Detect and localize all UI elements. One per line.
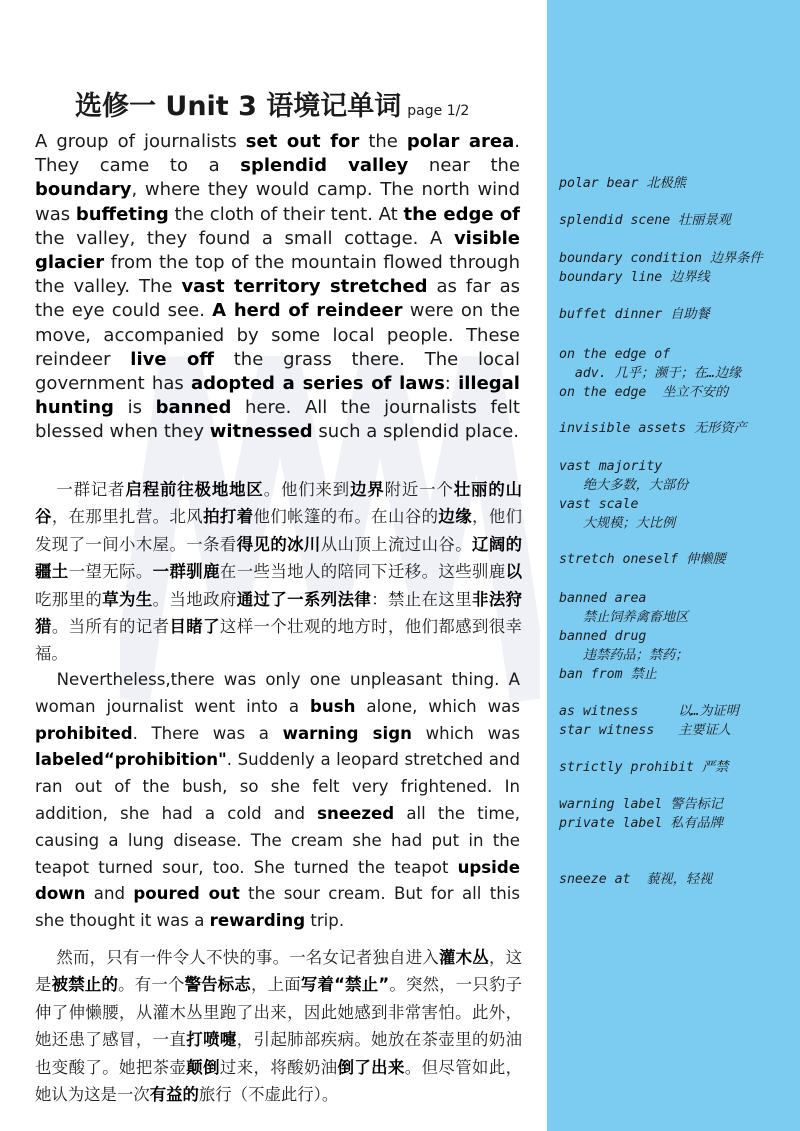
vocab-line: adv. 几乎；濒于；在…边缘 xyxy=(559,366,742,381)
text-run: as far as the eye could see. xyxy=(35,276,521,322)
text-run: 。他们来到 xyxy=(263,480,351,499)
text-run: all the time, causing a lung disease. The cream she had put in the teapot turned sour, too. She turned the teapot xyxy=(35,803,520,877)
keyword: 辽阔的疆土 xyxy=(35,534,523,582)
vocab-group xyxy=(559,870,791,889)
passage2-english-text xyxy=(35,667,520,935)
title-text: 选修一 Unit 3 语境记单词 xyxy=(75,91,402,122)
text-run: ，这是 xyxy=(35,948,522,995)
text-run: ，在那里扎营。北风 xyxy=(51,507,204,527)
vocab-line: banned drug xyxy=(559,629,647,644)
keyword: warning sign xyxy=(282,723,412,743)
vocab-group xyxy=(559,345,791,402)
keyword: 被禁止的 xyxy=(51,975,119,995)
keyword: labeled“prohibition" xyxy=(35,750,227,770)
text-run: 。突然，一只豹子伸了伸懒腰，从灌木丛里跑了出来，因此她感到非常害怕。此外，她还患了感冒，一直 xyxy=(35,975,523,1050)
keyword: prohibited xyxy=(35,723,133,743)
text-run: 一群记者 xyxy=(56,480,126,499)
keyword: 得见的冰川 xyxy=(236,534,321,554)
text-run: and xyxy=(85,884,134,904)
text-run: A group of journalists xyxy=(35,131,246,152)
keyword: sneezed xyxy=(317,803,395,823)
vocab-line: on the edge of xyxy=(559,347,671,362)
text-run: ，他们发现了一间小木屋。一条看 xyxy=(35,507,523,554)
keyword: 边缘 xyxy=(438,507,473,527)
vocab-group xyxy=(559,550,791,569)
text-run: 然而，只有一件令人不快的事。一名女记者独自进入 xyxy=(56,948,440,967)
keyword: 壮丽的山谷 xyxy=(35,480,523,527)
keyword: 启程前往极地地区 xyxy=(125,480,264,499)
vocab-line: stretch oneself 伸懒腰 xyxy=(559,552,726,567)
keyword: illegal hunting xyxy=(35,373,520,419)
vocab-line: boundary condition 边界条件 xyxy=(559,251,763,266)
keyword: splendid valley xyxy=(240,155,409,177)
text-run: the valley, they found a small cottage. A xyxy=(35,227,454,249)
text-run: ，引起肺部疾病。她放在茶壶里的奶油也变酸了。她把茶壶 xyxy=(35,1030,523,1077)
text-run: 。当所有的记者 xyxy=(51,617,170,637)
text-run: 吃那里的 xyxy=(35,589,103,609)
vocab-group xyxy=(559,758,791,777)
vocab-group xyxy=(559,249,791,287)
text-run: the xyxy=(359,131,407,152)
vocab-group xyxy=(559,419,791,438)
text-run: from the top of the mountain flowed through the valley. The xyxy=(35,252,520,298)
vocab-group xyxy=(559,211,791,230)
vocab-line: splendid scene 壮丽景观 xyxy=(559,213,731,228)
text-run: . They came to a xyxy=(35,131,520,177)
keyword: 边界 xyxy=(350,480,385,499)
text-run: . There was a xyxy=(132,723,283,743)
vocab-line: buffet dinner 自助餐 xyxy=(559,307,710,322)
text-run: 。当地政府 xyxy=(152,589,237,609)
text-run: is xyxy=(113,397,156,419)
keyword: 警告标志 xyxy=(184,975,252,995)
passage1-chinese xyxy=(35,476,522,668)
vocab-line: 绝大多数，大部份 xyxy=(559,478,689,493)
text-run: Nevertheless,there was only one unpleasant thing. A woman journalist went into a xyxy=(35,670,520,716)
keyword: adopted a series of laws xyxy=(190,373,445,395)
passage1-english xyxy=(35,130,520,445)
text-run: 。但尽管如此，她认为这是一次 xyxy=(35,1057,523,1105)
keyword: live off xyxy=(130,348,214,370)
text-run: near the xyxy=(408,155,520,177)
vocab-line: as witness 以…为证明 xyxy=(559,704,739,719)
keyword: 灌木丛 xyxy=(439,948,489,967)
vocab-group xyxy=(559,305,791,324)
keyword: set out for xyxy=(245,131,360,152)
text-run: trip. xyxy=(305,911,345,931)
vocab-group xyxy=(559,589,791,684)
keyword: rewarding xyxy=(209,911,306,931)
keyword: boundary xyxy=(35,179,132,201)
keyword: upside down xyxy=(35,857,520,904)
keyword: 草为生 xyxy=(102,589,153,609)
text-run: alone, which was xyxy=(355,696,520,716)
vocab-group xyxy=(559,795,791,833)
keyword: vast territory stretched xyxy=(181,276,428,298)
page-title xyxy=(75,84,469,123)
text-run: ：禁止在这里 xyxy=(371,589,473,609)
vocab-line: warning label 警告标记 xyxy=(559,797,723,812)
text-run: which was xyxy=(411,723,520,743)
text-run: . Suddenly a leopard stretched and ran out of the bush, so she felt very frightened. In addition, she had a cold and xyxy=(35,750,520,823)
keyword: 以 xyxy=(505,562,523,582)
passage1-english-text xyxy=(35,130,520,445)
vocab-line: vast scale xyxy=(559,497,639,512)
vocab-line: polar bear 北极熊 xyxy=(559,176,686,191)
keyword: banned xyxy=(155,397,232,419)
keyword: visible glacier xyxy=(35,227,520,274)
vocab-line: star witness 主要证人 xyxy=(559,723,731,738)
keyword: the edge of xyxy=(403,203,521,225)
keyword: polar area xyxy=(406,131,515,152)
page-number: page 1/2 xyxy=(407,103,470,119)
vocab-line: banned area xyxy=(559,591,647,606)
text-run: 这样一个壮观的地方时，他们都感到很幸福。 xyxy=(35,617,523,664)
vocab-line: on the edge 坐立不安的 xyxy=(559,385,729,400)
text-run: here. All the journalists felt blessed when they xyxy=(35,397,520,443)
keyword: 有益的 xyxy=(149,1085,199,1105)
vocab-group xyxy=(559,702,791,740)
keyword: 倒了出来 xyxy=(337,1057,405,1077)
keyword: buffeting xyxy=(75,203,169,225)
text-run: 从山顶上流过山谷。 xyxy=(320,534,473,554)
keyword: 目睹了 xyxy=(169,617,220,637)
vocab-group xyxy=(559,174,791,193)
keyword: 一群驯鹿 xyxy=(152,562,220,582)
text-run: 他们帐篷的布。在山谷的 xyxy=(253,507,439,527)
vocab-line: 违禁药品；禁药； xyxy=(559,648,689,663)
keyword: 打喷嚏 xyxy=(186,1030,237,1050)
text-run: 旅行（不虚此行）。 xyxy=(198,1085,339,1105)
text-run: the sour cream. But for all this she thought it was a xyxy=(35,884,520,931)
keyword: witnessed xyxy=(209,421,313,443)
keyword: 通过了一系列法律 xyxy=(236,589,372,609)
passage2-english xyxy=(35,667,520,935)
passage1-chinese-text xyxy=(35,476,522,668)
keyword: 写着“禁止” xyxy=(300,975,390,995)
text-run: 。有一个 xyxy=(118,975,185,995)
keyword: A herd of reindeer xyxy=(212,300,403,322)
passage2-chinese-text xyxy=(35,944,522,1108)
text-run: 在一些当地人的陪同下迁移。这些驯鹿 xyxy=(219,562,506,582)
keyword: poured out xyxy=(133,884,240,904)
text-run: ，上面 xyxy=(251,975,301,995)
text-run: 附近一个 xyxy=(384,480,454,499)
vocab-line: 禁止饲养禽畜地区 xyxy=(559,610,689,625)
text-run: 过来，将酸奶油 xyxy=(219,1057,338,1077)
text-run: the cloth of their tent. At xyxy=(168,203,404,225)
vocab-line: 大规模；大比例 xyxy=(559,516,676,531)
vocab-line: ban from 禁止 xyxy=(559,667,657,682)
vocab-line: strictly prohibit 严禁 xyxy=(559,760,729,775)
text-run: , where they would camp. The north wind was xyxy=(35,179,520,225)
text-run: 一望无际。 xyxy=(68,562,153,582)
text-run: the grass there. The local government has xyxy=(35,348,520,395)
keyword: 非法狩猎 xyxy=(35,589,523,637)
vocab-line: vast majority xyxy=(559,459,663,474)
vocab-line: invisible assets 无形资产 xyxy=(559,421,747,436)
keyword: 颠倒 xyxy=(186,1057,220,1077)
keyword: bush xyxy=(310,696,356,716)
vocab-group xyxy=(559,457,791,533)
vocab-line: sneeze at 藐视，轻视 xyxy=(559,872,713,887)
vocab-line: boundary line 边界线 xyxy=(559,270,710,285)
text-run: such a splendid place. xyxy=(312,421,519,443)
keyword: 拍打着 xyxy=(203,507,254,527)
text-run: : xyxy=(444,373,459,395)
text-run: were on the move, accompanied by some local people. These reindeer xyxy=(35,300,520,370)
vocab-line: private label 私有品牌 xyxy=(559,816,723,831)
passage2-chinese xyxy=(35,944,522,1108)
